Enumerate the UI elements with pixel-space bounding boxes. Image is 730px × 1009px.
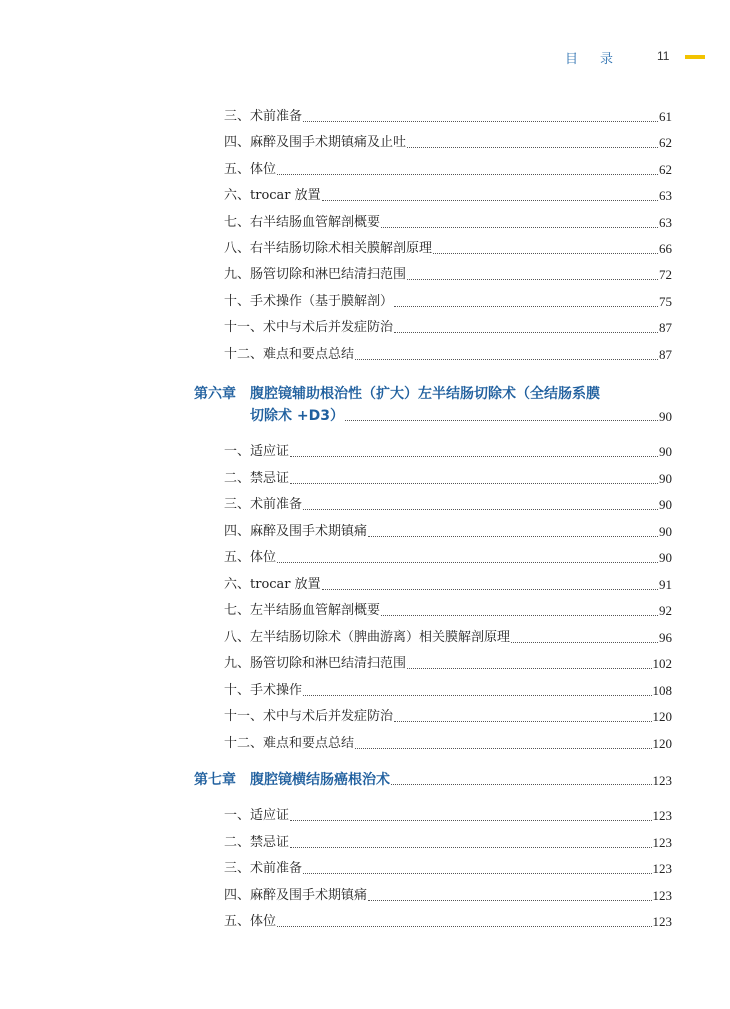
toc-entry-label: 二、禁忌证 <box>224 470 290 486</box>
toc-entry-label: 五、体位 <box>224 550 277 565</box>
toc-entry[interactable] <box>224 911 672 931</box>
toc-entry-label: 九、肠管切除和淋巴结清扫范围 <box>224 267 407 283</box>
toc-entry-label: 四、麻醉及围手术期镇痛及止吐 <box>224 135 407 151</box>
toc-entry-page: 120 <box>652 709 672 724</box>
toc-entry-page: 62 <box>659 161 672 177</box>
toc-entry[interactable] <box>224 317 672 337</box>
chapter-7-title: 腹腔镜横结肠癌根治术 <box>250 772 390 788</box>
chapter-6-title-line1: 腹腔镜辅助根治性（扩大）左半结肠切除术（全结肠系膜 <box>250 386 600 402</box>
leader-dots <box>322 199 658 201</box>
leader-dots <box>303 872 651 874</box>
toc-entry-page: 90 <box>659 497 672 512</box>
toc-entry[interactable] <box>224 344 672 364</box>
leader-dots <box>290 846 651 848</box>
toc-entry[interactable] <box>224 468 672 488</box>
toc-entry-label: 一、适应证 <box>224 808 290 823</box>
toc-entry[interactable] <box>224 106 672 126</box>
running-title: 目录 <box>565 52 636 67</box>
toc-entry[interactable] <box>224 574 672 594</box>
toc-entry-page: 92 <box>659 603 672 618</box>
leader-dots <box>355 358 658 360</box>
leader-dots <box>407 146 658 148</box>
toc-entry-page: 87 <box>659 346 672 362</box>
toc-entry-label: 七、右半结肠血管解剖概要 <box>224 214 381 230</box>
toc-entry[interactable] <box>224 858 672 878</box>
toc-entry-page: 66 <box>659 241 672 256</box>
leader-dots <box>511 641 658 643</box>
toc-entry[interactable] <box>224 706 672 726</box>
toc-entry-page: 90 <box>659 444 672 459</box>
toc-entry-page: 62 <box>659 135 672 151</box>
toc-entry-page: 96 <box>659 629 672 645</box>
toc-entry-label: 四、麻醉及围手术期镇痛 <box>224 523 368 539</box>
toc-entry[interactable] <box>224 494 672 514</box>
leader-dots <box>303 694 651 696</box>
leader-dots <box>345 419 658 421</box>
chapter-7-page: 123 <box>652 773 672 788</box>
toc-entry-page: 61 <box>659 109 672 124</box>
toc-entry-page: 120 <box>652 735 672 751</box>
toc-entry[interactable] <box>224 627 672 647</box>
toc-entry-page: 123 <box>652 861 672 876</box>
leader-dots <box>394 720 651 722</box>
toc-entry[interactable] <box>224 212 672 232</box>
leader-dots <box>433 252 658 254</box>
toc-entry-page: 72 <box>659 267 672 283</box>
toc-entry-label: 三、术前准备 <box>224 497 303 512</box>
chapter-6-title-line2: 切除术 +D3） <box>250 408 344 424</box>
toc-entry[interactable] <box>224 600 672 620</box>
toc-entry-page: 123 <box>652 834 672 850</box>
leader-dots <box>407 667 651 669</box>
leader-dots <box>290 819 651 821</box>
page-number: 11 <box>657 49 670 63</box>
chapter-7-entry[interactable] <box>194 769 672 789</box>
toc-entry-page: 87 <box>659 320 672 336</box>
toc-entry-label: 六、trocar 放置 <box>224 188 321 204</box>
leader-dots <box>290 455 658 457</box>
toc-entry[interactable] <box>224 521 672 541</box>
toc-entry-page: 102 <box>652 656 672 671</box>
toc-entry[interactable] <box>224 441 672 461</box>
toc-entry-label: 六、trocar 放置 <box>224 576 321 592</box>
toc-entry-label: 三、术前准备 <box>224 861 303 876</box>
toc-entry[interactable] <box>224 733 672 753</box>
toc-entry[interactable] <box>224 132 672 152</box>
toc-entry[interactable] <box>224 653 672 673</box>
toc-entry-page: 108 <box>652 682 672 698</box>
leader-dots <box>277 561 658 563</box>
toc-entry-label: 十一、术中与术后并发症防治 <box>224 320 394 336</box>
toc-entry-page: 123 <box>652 914 672 929</box>
toc-entry-label: 七、左半结肠血管解剖概要 <box>224 603 381 618</box>
leader-dots <box>394 331 658 333</box>
toc-entry[interactable] <box>224 159 672 179</box>
toc-entry-label: 十一、术中与术后并发症防治 <box>224 709 394 724</box>
toc-entry-label: 三、术前准备 <box>224 109 303 124</box>
toc-entry-page: 63 <box>659 188 672 204</box>
toc-entry-page: 90 <box>659 470 672 486</box>
toc-entry[interactable] <box>224 291 672 311</box>
toc-entry-page: 123 <box>652 887 672 903</box>
chapter-6-entry[interactable] <box>250 405 672 425</box>
toc-entry-label: 十二、难点和要点总结 <box>224 346 355 362</box>
toc-entry[interactable] <box>224 832 672 852</box>
chapter-6-heading <box>194 383 600 403</box>
leader-dots <box>290 482 658 484</box>
toc-entry[interactable] <box>224 885 672 905</box>
toc-entry-label: 八、左半结肠切除术（脾曲游离）相关膜解剖原理 <box>224 629 511 645</box>
toc-entry-label: 五、体位 <box>224 161 277 177</box>
toc-entry[interactable] <box>224 805 672 825</box>
leader-dots <box>391 783 652 785</box>
toc-entry-label: 十、手术操作 <box>224 682 303 698</box>
toc-entry-label: 十二、难点和要点总结 <box>224 735 355 751</box>
leader-dots <box>381 614 658 616</box>
toc-entry[interactable] <box>224 238 672 258</box>
chapter-7-number: 第七章 <box>194 772 236 788</box>
leader-dots <box>394 305 658 307</box>
toc-entry-label: 十、手术操作（基于膜解剖） <box>224 293 394 309</box>
toc-entry-label: 九、肠管切除和淋巴结清扫范围 <box>224 656 407 671</box>
toc-entry-page: 63 <box>659 214 672 230</box>
leader-dots <box>355 747 651 749</box>
toc-entry[interactable] <box>224 547 672 567</box>
toc-entry-label: 一、适应证 <box>224 444 290 459</box>
leader-dots <box>322 588 658 590</box>
leader-dots <box>277 925 651 927</box>
leader-dots <box>368 899 651 901</box>
leader-dots <box>303 120 658 122</box>
toc-entry-page: 90 <box>659 523 672 539</box>
toc-entry-page: 91 <box>659 576 672 592</box>
chapter-6-number: 第六章 <box>194 386 236 402</box>
leader-dots <box>303 508 658 510</box>
chapter-6-page: 90 <box>659 409 672 424</box>
leader-dots <box>277 173 658 175</box>
leader-dots <box>407 278 658 280</box>
toc-entry-page: 90 <box>659 550 672 565</box>
toc-entry-label: 八、右半结肠切除术相关膜解剖原理 <box>224 241 433 256</box>
toc-entry-label: 五、体位 <box>224 914 277 929</box>
toc-entry[interactable] <box>224 185 672 205</box>
toc-entry-page: 75 <box>659 293 672 309</box>
toc-entry-label: 四、麻醉及围手术期镇痛 <box>224 887 368 903</box>
toc-entry-label: 二、禁忌证 <box>224 834 290 850</box>
toc-entry[interactable] <box>224 264 672 284</box>
leader-dots <box>381 226 658 228</box>
toc-entry-page: 123 <box>652 808 672 823</box>
leader-dots <box>368 535 658 537</box>
toc-entry[interactable] <box>224 680 672 700</box>
